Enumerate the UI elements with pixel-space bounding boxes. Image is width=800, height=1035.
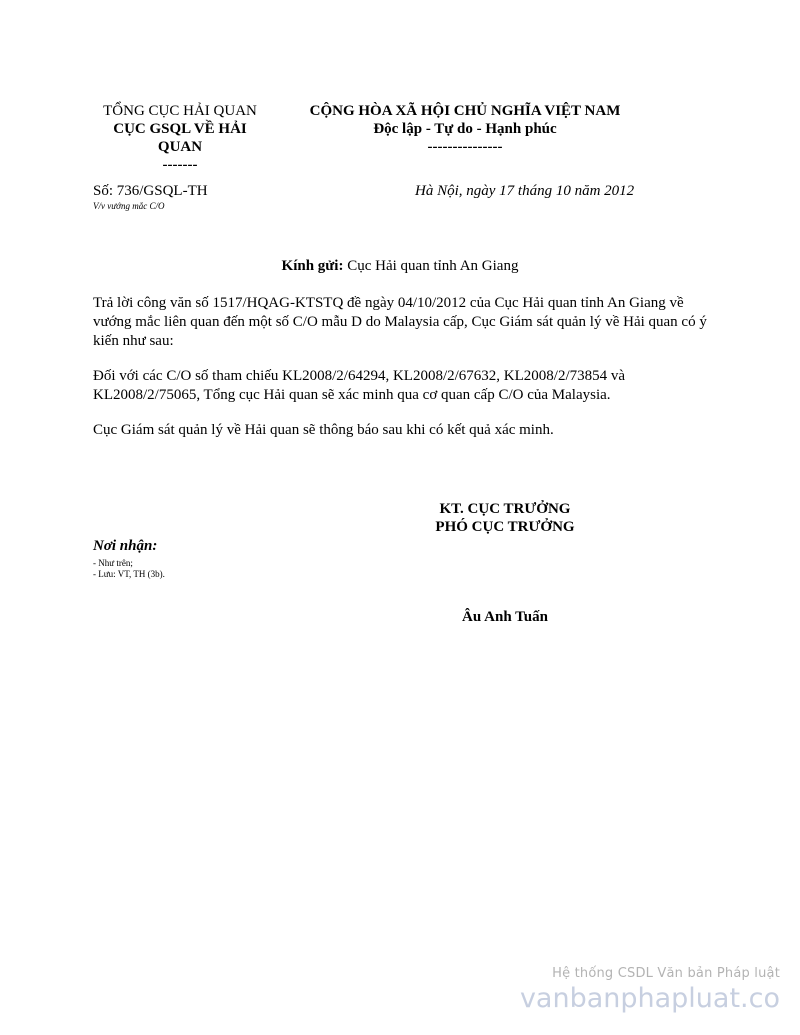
recipient-item: - Lưu: VT, TH (3b). [93, 569, 165, 579]
signer-title-line1: KT. CỤC TRƯỞNG [439, 501, 571, 517]
nation-name: CỘNG HÒA XÃ HỘI CHỦ NGHĨA VIỆT NAM [309, 103, 621, 119]
watermark-line1: Hệ thống CSDL Văn bản Pháp luật [552, 966, 780, 981]
agency-separator: ------- [162, 157, 198, 173]
body-paragraph: Trả lời công văn số 1517/HQAG-KTSTQ đề ngày 04/10/2012 của Cục Hải quan tỉnh An Giang về vướng mắc liên quan đến một số C/O mẫu D do Malaysia cấp, Cục Giám sát quản lý về Hải quan có ý kiến như sau: [93, 295, 707, 349]
recipient-item: - Như trên; [93, 558, 133, 568]
agency-name-line1: CỤC GSQL VỀ HẢI [113, 121, 247, 137]
signer-title-line2: PHÓ CỤC TRƯỞNG [435, 519, 575, 535]
document-date: Hà Nội, ngày 17 tháng 10 năm 2012 [415, 183, 635, 199]
agency-header [95, 102, 265, 174]
parent-agency: TỔNG CỤC HẢI QUAN [103, 103, 257, 119]
recipients-title: Nơi nhận: [93, 538, 158, 554]
watermark-site: vanbanphapluat.co [519, 983, 780, 1014]
recipient-name: Cục Hải quan tỉnh An Giang [343, 258, 519, 274]
signer-name: Âu Anh Tuấn [462, 609, 548, 625]
national-motto: Độc lập - Tự do - Hạnh phúc [373, 121, 557, 137]
document-subject: V/v vướng mắc C/O [93, 201, 165, 211]
document-number: Số: 736/GSQL-TH [93, 183, 208, 199]
signer-title [405, 500, 605, 536]
agency-name-line2: QUAN [157, 139, 203, 155]
national-header [290, 102, 640, 156]
motto-separator: --------------- [427, 139, 503, 155]
body-paragraph: Cục Giám sát quản lý về Hải quan sẽ thông báo sau khi có kết quả xác minh. [93, 422, 554, 438]
recipient-line [0, 258, 800, 275]
recipient-label: Kính gửi: [281, 258, 344, 274]
body-paragraph: Đối với các C/O số tham chiếu KL2008/2/64294, KL2008/2/67632, KL2008/2/73854 và KL2008/2/75065, Tổng cục Hải quan sẽ xác minh qua cơ quan cấp C/O của Malaysia. [93, 368, 626, 403]
watermark [520, 966, 780, 1014]
recipients-list [93, 558, 165, 580]
